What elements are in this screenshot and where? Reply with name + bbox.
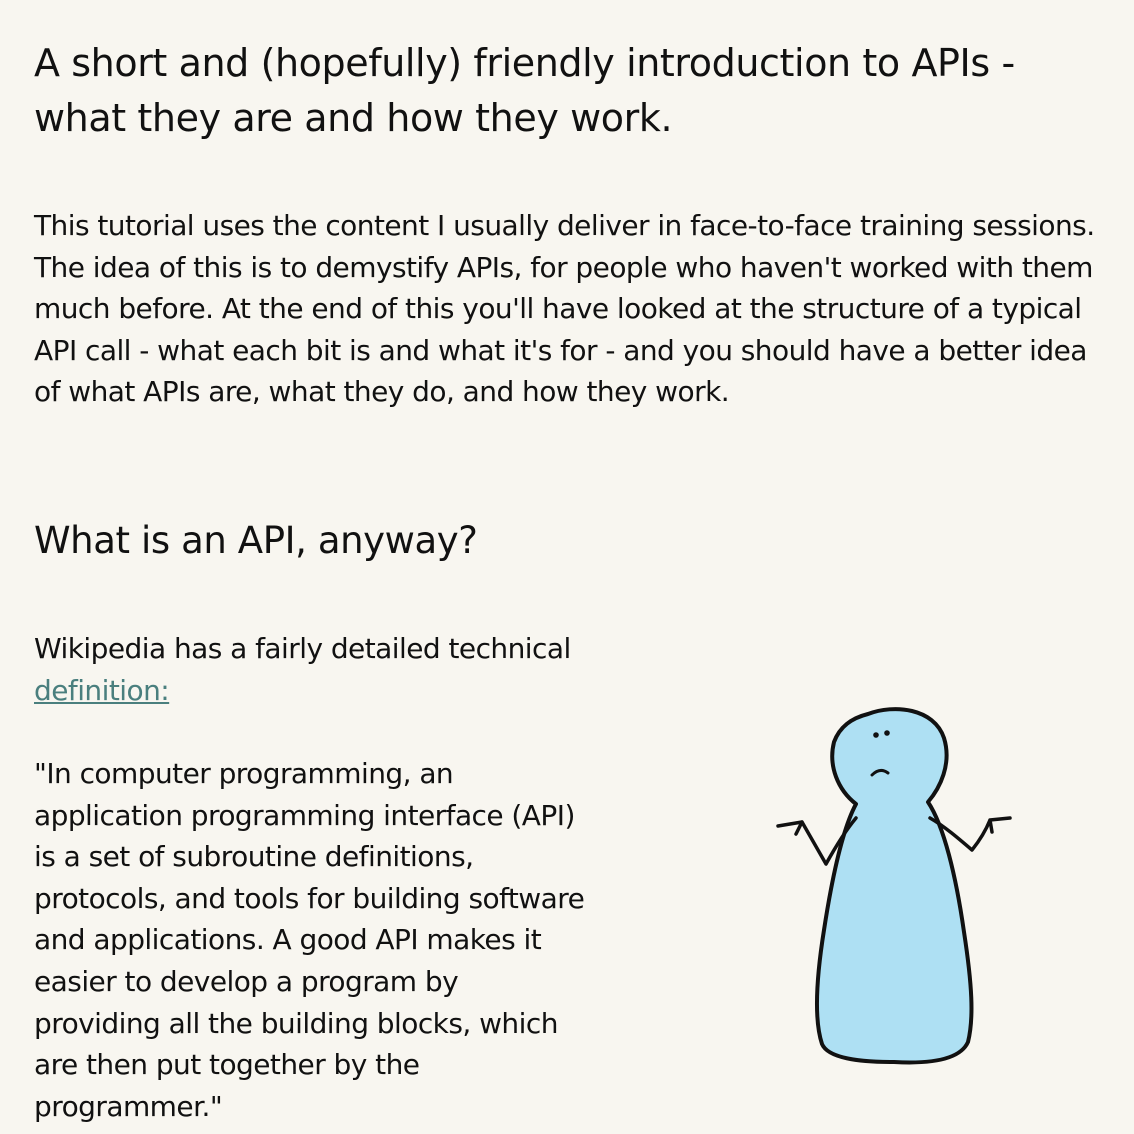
definition-link[interactable]: definition: (34, 673, 170, 707)
wikipedia-paragraph (34, 628, 589, 711)
right-eye (884, 730, 890, 736)
left-eye (873, 732, 879, 738)
intro-paragraph: This tutorial uses the content I usually deliver in face-to-face training sessions. The idea of this is to demystify APIs, for people who haven't worked with them much before. At the end of this you'll have looked at the structure of a typical API call - what each bit is and what it's for - and you should have a better idea of what APIs are, what they do, and how they work. (34, 209, 1095, 409)
section-heading: What is an API, anyway? (34, 519, 478, 562)
figure-body (817, 709, 972, 1062)
wikipedia-text: Wikipedia has a fairly detailed technical (34, 632, 571, 665)
page-title: A short and (hopefully) friendly introduction to APIs - what they are and how they work. (34, 41, 1015, 140)
shrugging-figure-icon (770, 700, 1020, 1070)
api-definition-quote: "In computer programming, an application programming interface (API) is a set of subroutine definitions, protocols, and tools for building software and applications. A good API makes it easier to develop a program by providing all the building blocks, which are then put together by the programmer." (34, 757, 585, 1123)
